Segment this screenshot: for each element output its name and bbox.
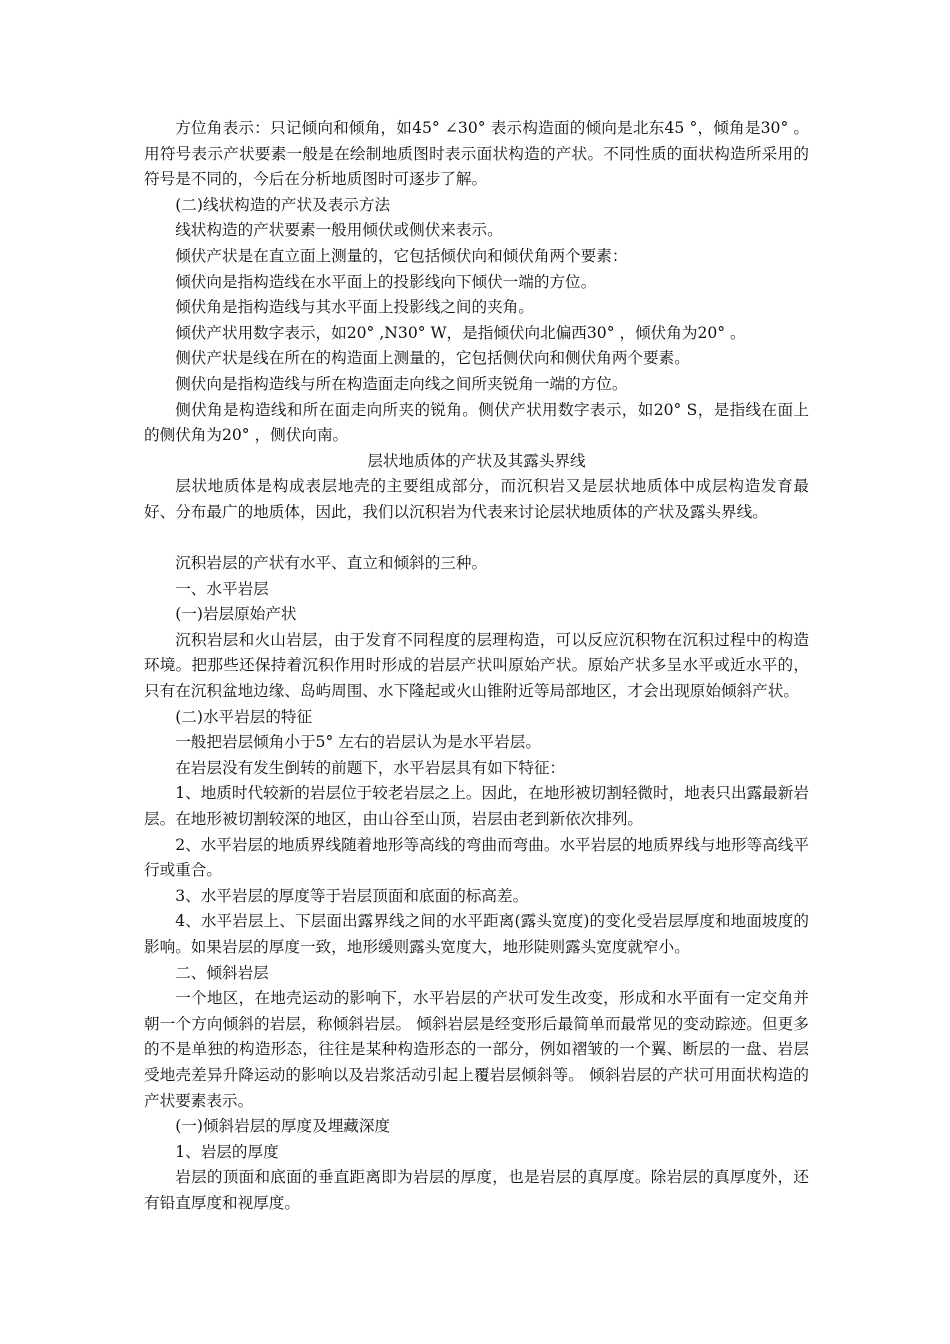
heading-inclined-strata: 二、倾斜岩层 — [175, 963, 269, 982]
list-item-feature-1: 1、地质时代较新的岩层位于较老岩层之上。因此，在地形被切割轻微时，地表只出露最新岩层。在地形被切割较深的地区，由山谷至山顶，岩层由老到新依次排列。 — [144, 784, 809, 829]
paragraph-horizontal-definition: 一般把岩层倾角小于5° 左右的岩层认为是水平岩层。 — [175, 733, 541, 752]
paragraph-original-attitude: 沉积岩层和火山岩层，由于发育不同程度的层理构造，可以反应沉积物在沉积过程中的构造环境。把那些还保持着沉积作用时形成的岩层产状叫原始产状。原始产状多呈水平或近水平的，只有在沉积盆地边缘、岛屿周围、水下隆起或火山锥附近等局部地区，才会出现原始倾斜产状。 — [144, 630, 809, 701]
paragraph-features-lead: 在岩层没有发生倒转的前题下，水平岩层具有如下特征： — [175, 758, 566, 777]
paragraph-layer-thickness: 岩层的顶面和底面的垂直距离即为岩层的厚度，也是岩层的真厚度。除岩层的真厚度外，还有铅直厚度和视厚度。 — [144, 1168, 809, 1212]
paragraph-pitch-angle: 侧伏角是构造线和所在面走向所夹的锐角。侧伏产状用数字表示，如20° S，是指线在面上的侧伏角为20° ，侧伏向南。 — [144, 400, 809, 445]
paragraph-plunge-example: 倾伏产状用数字表示，如20° ,N30° W，是指倾伏向北偏西30° ，倾伏角为20° 。 — [175, 323, 746, 342]
heading-horizontal-strata: 一、水平岩层 — [175, 579, 269, 598]
heading-horizontal-features: (二)水平岩层的特征 — [175, 707, 313, 726]
list-item-feature-2: 2、水平岩层的地质界线随着地形等高线的弯曲而弯曲。水平岩层的地质界线与地形等高线平行或重合。 — [144, 835, 809, 880]
document-page — [144, 116, 809, 1217]
paragraph-azimuth-notation: 方位角表示：只记倾向和倾角，如45° ∠30° 表示构造面的倾向是北东45 °，倾角是30° 。用符号表示产状要素一般是在绘制地质图时表示面状构造的产状。不同性质的面状构造所采用的符号是不同的，今后在分析地质图时可逐步了解。 — [144, 119, 809, 189]
paragraph-linear-elements: 线状构造的产状要素一般用倾伏或侧伏来表示。 — [175, 221, 503, 240]
paragraph-inclined-strata: 一个地区，在地壳运动的影响下，水平岩层的产状可发生改变，形成和水平面有一定交角并朝一个方向倾斜的岩层，称倾斜岩层。 倾斜岩层是经变形后最简单而最常见的变动踪迹。但更多的不是单独的构造形态，往往是某种构造形态的一部分，例如褶皱的一个翼、断层的一盘、岩层受地壳差异升降运动的影响以及岩浆活动引起上覆岩层倾斜等。 倾斜岩层的产状可用面状构造的产状要素表示。 — [144, 989, 809, 1110]
paragraph-pitch-attitude: 侧伏产状是线在所在的构造面上测量的，它包括侧伏向和侧伏角两个要素。 — [175, 349, 690, 368]
heading-linear-structure-attitude: (二)线状构造的产状及表示方法 — [175, 195, 391, 214]
heading-original-attitude: (一)岩层原始产状 — [175, 605, 297, 624]
heading-thickness-depth: (一)倾斜岩层的厚度及埋藏深度 — [175, 1117, 391, 1136]
section-title-layered-bodies: 层状地质体的产状及其露头界线 — [367, 451, 586, 470]
list-item-feature-4: 4、水平岩层上、下层面出露界线之间的水平距离(露头宽度)的变化受岩层厚度和地面坡度的影响。如果岩层的厚度一致，地形缓则露头宽度大，地形陡则露头宽度就窄小。 — [144, 912, 809, 956]
paragraph-plunge-attitude: 倾伏产状是在直立面上测量的，它包括倾伏向和倾伏角两个要素： — [175, 246, 628, 265]
list-item-feature-3: 3、水平岩层的厚度等于岩层顶面和底面的标高差。 — [175, 886, 529, 905]
paragraph-plunge-angle: 倾伏角是指构造线与其水平面上投影线之间的夹角。 — [175, 298, 534, 317]
paragraph-layered-bodies-intro: 层状地质体是构成表层地壳的主要组成部分，而沉积岩又是层状地质体中成层构造发育最好、分布最广的地质体，因此，我们以沉积岩为代表来讨论层状地质体的产状及露头界线。 — [144, 477, 809, 521]
paragraph-plunge-direction: 倾伏向是指构造线在水平面上的投影线向下倾伏一端的方位。 — [175, 272, 597, 291]
paragraph-pitch-direction: 侧伏向是指构造线与所在构造面走向线之间所夹锐角一端的方位。 — [175, 374, 628, 393]
blank-line — [144, 526, 809, 552]
heading-layer-thickness: 1、岩层的厚度 — [175, 1142, 279, 1161]
paragraph-three-attitudes: 沉积岩层的产状有水平、直立和倾斜的三种。 — [175, 554, 488, 573]
